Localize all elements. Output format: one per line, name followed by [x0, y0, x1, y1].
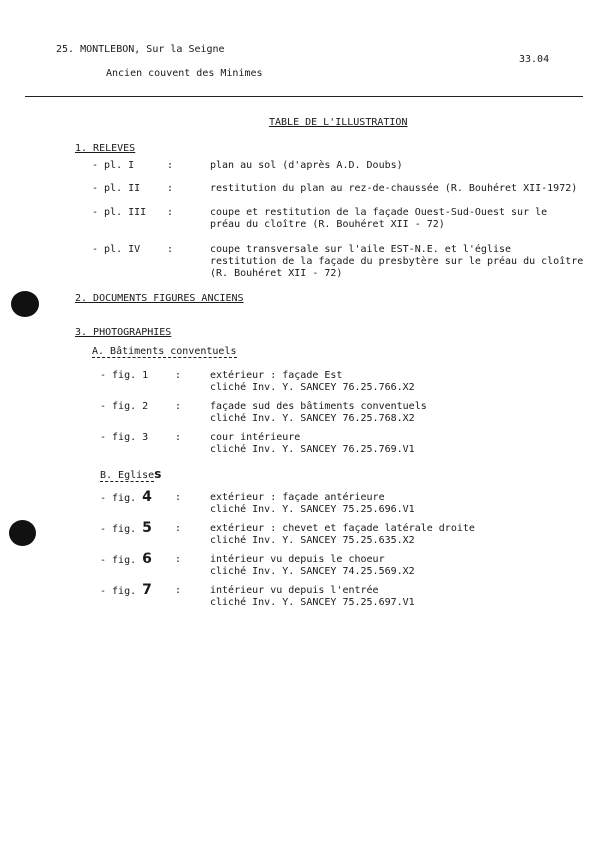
item-label: - fig. 7 — [100, 582, 152, 598]
header-location: 25. MONTLEBON, Sur la Seigne — [56, 44, 225, 55]
punch-hole — [9, 520, 36, 546]
item-label: - fig. 3 — [100, 432, 149, 443]
item-separator: : — [175, 370, 182, 381]
item-description: plan au sol (d'après A.D. Doubs) — [210, 160, 403, 171]
item-credit: cliché Inv. Y. SANCEY 74.25.569.X2 — [210, 566, 415, 577]
section-documents-heading: 2. DOCUMENTS FIGURES ANCIENS — [75, 293, 244, 304]
item-description: intérieur vu depuis le choeur — [210, 554, 385, 565]
punch-hole — [11, 291, 39, 317]
item-label: - pl. III — [92, 207, 147, 218]
item-description: restitution du plan au rez-de-chaussée (R. Bouhéret XII-1972) — [210, 183, 578, 194]
item-label: - fig. 4 — [100, 489, 152, 505]
item-description: intérieur vu depuis l'entrée — [210, 585, 379, 596]
section-releves-heading: 1. RELEVES — [75, 143, 136, 154]
handwritten-mark: s — [154, 467, 162, 481]
item-description: coupe transversale sur l'aile EST-N.E. et l'église — [210, 244, 512, 255]
item-description: coupe et restitution de la façade Ouest-Sud-Ouest sur le — [210, 207, 548, 218]
item-separator: : — [175, 492, 182, 503]
item-separator: : — [175, 523, 182, 534]
item-separator: : — [175, 401, 182, 412]
item-credit: cliché Inv. Y. SANCEY 76.25.766.X2 — [210, 382, 415, 393]
item-label: - fig. 6 — [100, 551, 152, 567]
item-separator: : — [175, 432, 182, 443]
item-credit: cliché Inv. Y. SANCEY 76.25.768.X2 — [210, 413, 415, 424]
item-credit: cliché Inv. Y. SANCEY 76.25.769.V1 — [210, 444, 415, 455]
item-label: - pl. IV — [92, 244, 141, 255]
item-separator: : — [167, 207, 174, 218]
item-label: - fig. 1 — [100, 370, 149, 381]
item-description: extérieur : façade Est — [210, 370, 343, 381]
item-separator: : — [175, 554, 182, 565]
header-building: Ancien couvent des Minimes — [106, 68, 263, 79]
item-separator: : — [167, 183, 174, 194]
section-photographies-heading: 3. PHOTOGRAPHIES — [75, 327, 172, 338]
item-label: - pl. II — [92, 183, 141, 194]
handwritten-figure-number: 4 — [142, 489, 152, 505]
item-description: extérieur : façade antérieure — [210, 492, 385, 503]
item-description: cour intérieure — [210, 432, 301, 443]
header-rule — [25, 96, 583, 97]
item-separator: : — [167, 244, 174, 255]
item-description: préau du cloître (R. Bouhéret XII - 72) — [210, 219, 445, 230]
item-description: restitution de la façade du presbytère sur le préau du cloître — [210, 256, 584, 267]
handwritten-figure-number: 7 — [142, 582, 152, 598]
item-separator: : — [175, 585, 182, 596]
item-credit: cliché Inv. Y. SANCEY 75.25.696.V1 — [210, 504, 415, 515]
item-separator: : — [167, 160, 174, 171]
item-label: - fig. 2 — [100, 401, 149, 412]
item-label: - pl. I — [92, 160, 135, 171]
item-credit: cliché Inv. Y. SANCEY 75.25.635.X2 — [210, 535, 415, 546]
item-label: - fig. 5 — [100, 520, 152, 536]
header-reference: 33.04 — [519, 54, 550, 65]
item-description: (R. Bouhéret XII - 72) — [210, 268, 343, 279]
subsection-eglise-heading: B. Eglises — [100, 467, 162, 481]
item-description: façade sud des bâtiments conventuels — [210, 401, 427, 412]
subsection-batiments-heading: A. Bâtiments conventuels — [92, 346, 237, 357]
page-title: TABLE DE L'ILLUSTRATION — [269, 117, 408, 128]
handwritten-figure-number: 6 — [142, 551, 152, 567]
item-credit: cliché Inv. Y. SANCEY 75.25.697.V1 — [210, 597, 415, 608]
item-description: extérieur : chevet et façade latérale droite — [210, 523, 475, 534]
handwritten-figure-number: 5 — [142, 520, 152, 536]
